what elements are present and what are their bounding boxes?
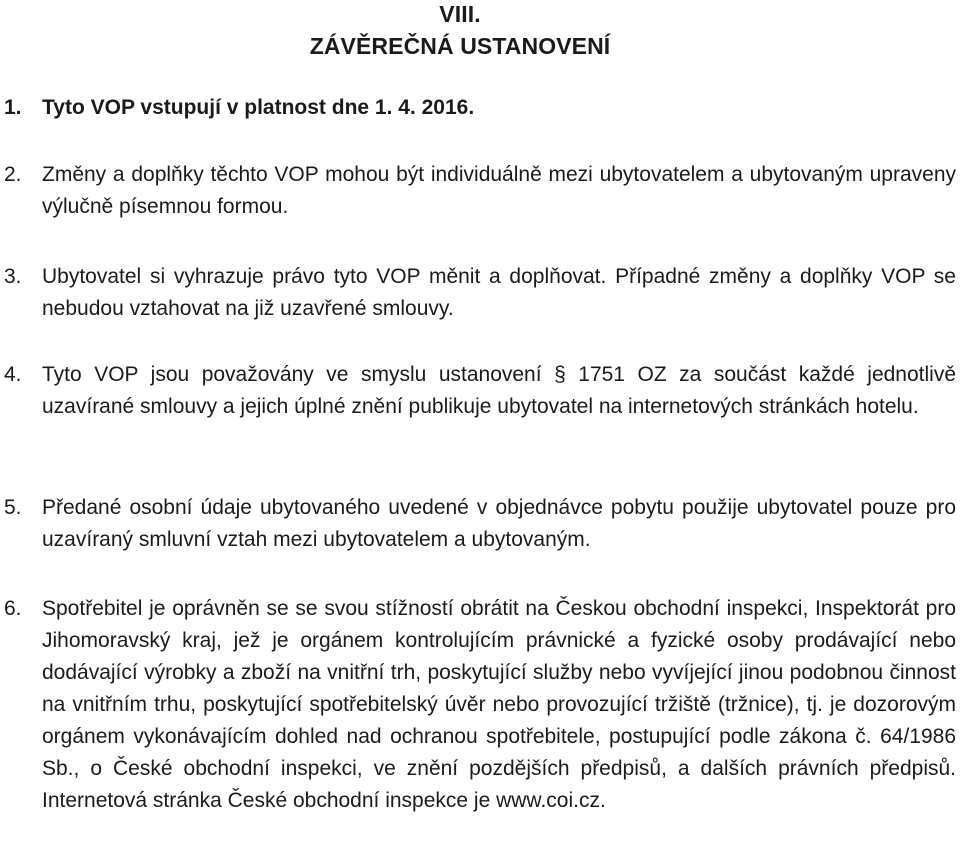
list-item-text: Tyto VOP vstupují v platnost dne 1. 4. 2016. (42, 96, 475, 119)
list-item (4, 92, 956, 124)
list-item-number: 2. (4, 163, 22, 186)
list-item-number: 5. (4, 496, 22, 519)
list-item (4, 492, 956, 556)
list-item (4, 593, 956, 817)
list-item-text: Předané osobní údaje ubytovaného uvedené v objednávce pobytu použije ubytovatel pouze pro uzavíraný smluvní vztah mezi ubytovatelem a ubytovaným. (42, 496, 956, 551)
list-item-number: 4. (4, 363, 22, 386)
section-title: ZÁVĚREČNÁ USTANOVENÍ (309, 33, 611, 59)
list-item-number: 1. (4, 96, 22, 119)
list-item (4, 261, 956, 325)
list-item-text: Změny a doplňky těchto VOP mohou být individuálně mezi ubytovatelem a ubytovaným upraveny výlučně písemnou formou. (42, 163, 956, 218)
section-number: VIII. (439, 1, 481, 27)
list-item-number: 3. (4, 265, 22, 288)
list-item (4, 359, 956, 423)
list-item-text: Spotřebitel je oprávněn se se svou stížností obrátit na Českou obchodní inspekci, Inspektorát pro Jihomoravský kraj, jež je orgánem kontrolujícím právnické a fyzické osoby prodávající nebo dodávající výrobky a zboží na vnitřní trh, poskytující služby nebo vyvíjející jinou podobnou činnost na vnitřním trhu, poskytující spotřebitelský úvěr nebo provozující tržiště (tržnice), tj. je dozorovým orgánem vykonávajícím dohled nad ochranou spotřebitele, postupující podle zákona č. 64/1986 Sb., o České obchodní inspekci, ve znění pozdějších předpisů, a dalších právních předpisů. Internetová stránka České obchodní inspekce je www.coi.cz. (42, 597, 956, 812)
list-item (4, 159, 956, 223)
list-item-number: 6. (4, 597, 22, 620)
list-item-text: Tyto VOP jsou považovány ve smyslu ustanovení § 1751 OZ za součást každé jednotlivě uzavírané smlouvy a jejich úplné znění publikuje ubytovatel na internetových stránkách hotelu. (42, 363, 956, 418)
list-item-text: Ubytovatel si vyhrazuje právo tyto VOP měnit a doplňovat. Případné změny a doplňky VOP se nebudou vztahovat na již uzavřené smlouvy. (42, 265, 956, 320)
